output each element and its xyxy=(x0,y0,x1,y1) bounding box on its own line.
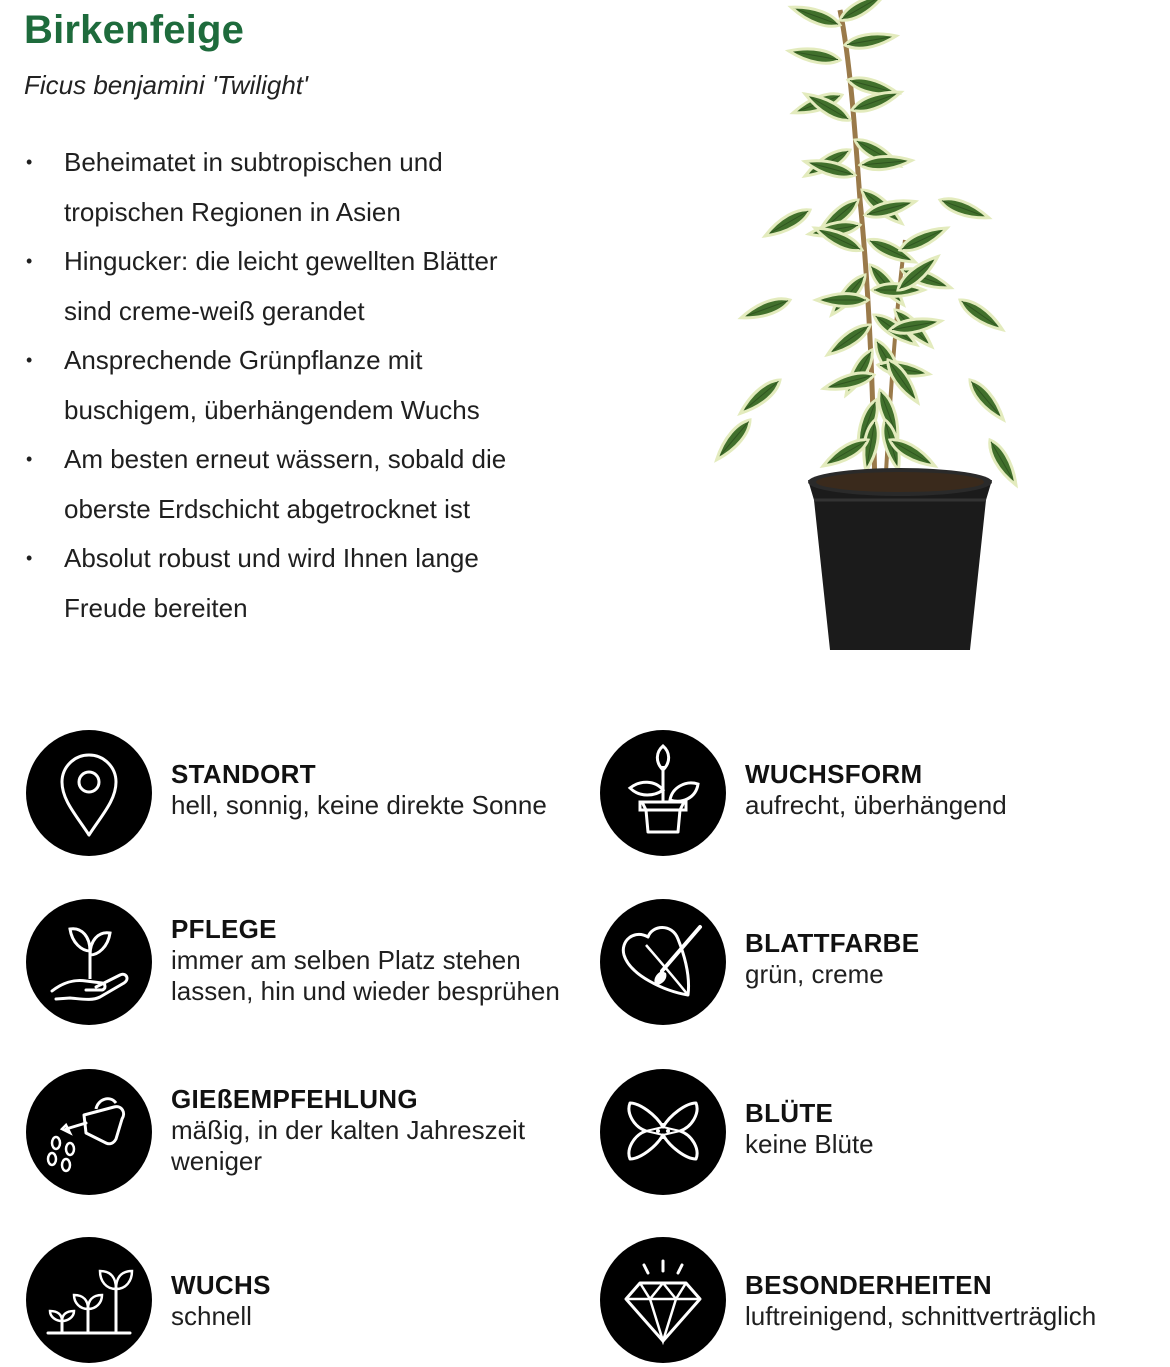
feature-value: keine Blüte xyxy=(745,1129,874,1159)
feature-label: WUCHSFORM xyxy=(745,759,923,789)
bullet-item xyxy=(24,336,624,435)
bullet-text: Hingucker: die leicht gewellten Blätter xyxy=(64,246,498,276)
feature-blattfarbe xyxy=(600,899,1140,1029)
feature-label: PFLEGE xyxy=(171,914,277,944)
feature-value: weniger xyxy=(171,1146,263,1176)
feature-value: hell, sonnig, keine direkte Sonne xyxy=(171,790,547,820)
feature-label: STANDORT xyxy=(171,759,316,789)
feature-value: mäßig, in der kalten Jahreszeit xyxy=(171,1115,526,1145)
bullet-text: buschigem, überhängendem Wuchs xyxy=(64,394,480,425)
feature-label: BESONDERHEITEN xyxy=(745,1270,992,1300)
feature-label: BLATTFARBE xyxy=(745,928,920,958)
bullet-text: tropischen Regionen in Asien xyxy=(64,196,401,227)
feature-pflege xyxy=(26,899,586,1029)
ficus-plant-image xyxy=(690,0,1100,670)
feature-besonderheiten xyxy=(600,1237,1140,1367)
bullet-text: Absolut robust und wird Ihnen lange xyxy=(64,543,479,573)
feature-label: GIEßEMPFEHLUNG xyxy=(171,1084,418,1114)
feature-label: WUCHS xyxy=(171,1270,271,1300)
diamond-icon xyxy=(600,1237,726,1363)
feature-bluete xyxy=(600,1069,1140,1199)
bullet-text: Beheimatet in subtropischen und xyxy=(64,147,443,177)
bullet-dot: • xyxy=(26,152,33,172)
feature-label: BLÜTE xyxy=(745,1098,834,1128)
growing-seedlings-icon xyxy=(26,1237,152,1363)
bullet-dot: • xyxy=(26,449,33,469)
feature-giessempfehlung xyxy=(26,1069,586,1199)
feature-standort xyxy=(26,730,566,860)
potted-plant-icon xyxy=(600,730,726,856)
location-pin-icon xyxy=(26,730,152,856)
feature-value: lassen, hin und wieder besprühen xyxy=(171,976,560,1006)
bullet-dot: • xyxy=(26,251,33,271)
bullet-text: oberste Erdschicht abgetrocknet ist xyxy=(64,493,471,524)
bullet-item xyxy=(24,435,624,534)
feature-value: schnell xyxy=(171,1301,252,1331)
feature-value: immer am selben Platz stehen xyxy=(171,945,521,975)
hand-seedling-icon xyxy=(26,899,152,1025)
bullet-item xyxy=(24,237,624,336)
feature-value: aufrecht, überhängend xyxy=(745,790,1007,820)
page-title: Birkenfeige xyxy=(24,8,245,52)
watering-can-icon xyxy=(26,1069,152,1195)
flower-icon xyxy=(600,1069,726,1195)
bullet-text: Freude bereiten xyxy=(64,592,248,623)
bullet-item xyxy=(24,138,624,237)
bullet-text: Am besten erneut wässern, sobald die xyxy=(64,444,507,474)
feature-value: luftreinigend, schnittverträglich xyxy=(745,1301,1097,1331)
feature-bullet-list xyxy=(24,138,624,633)
bullet-item xyxy=(24,534,624,633)
feature-wuchsform xyxy=(600,730,1140,860)
bullet-text: sind creme-weiß gerandet xyxy=(64,295,365,326)
leaf-brush-icon xyxy=(600,899,726,1025)
bullet-text: Ansprechende Grünpflanze mit xyxy=(64,345,423,375)
bullet-dot: • xyxy=(26,350,33,370)
feature-value: grün, creme xyxy=(745,959,884,989)
botanical-name: Ficus benjamini 'Twilight' xyxy=(24,70,308,100)
feature-wuchs xyxy=(26,1237,586,1367)
bullet-dot: • xyxy=(26,548,33,568)
